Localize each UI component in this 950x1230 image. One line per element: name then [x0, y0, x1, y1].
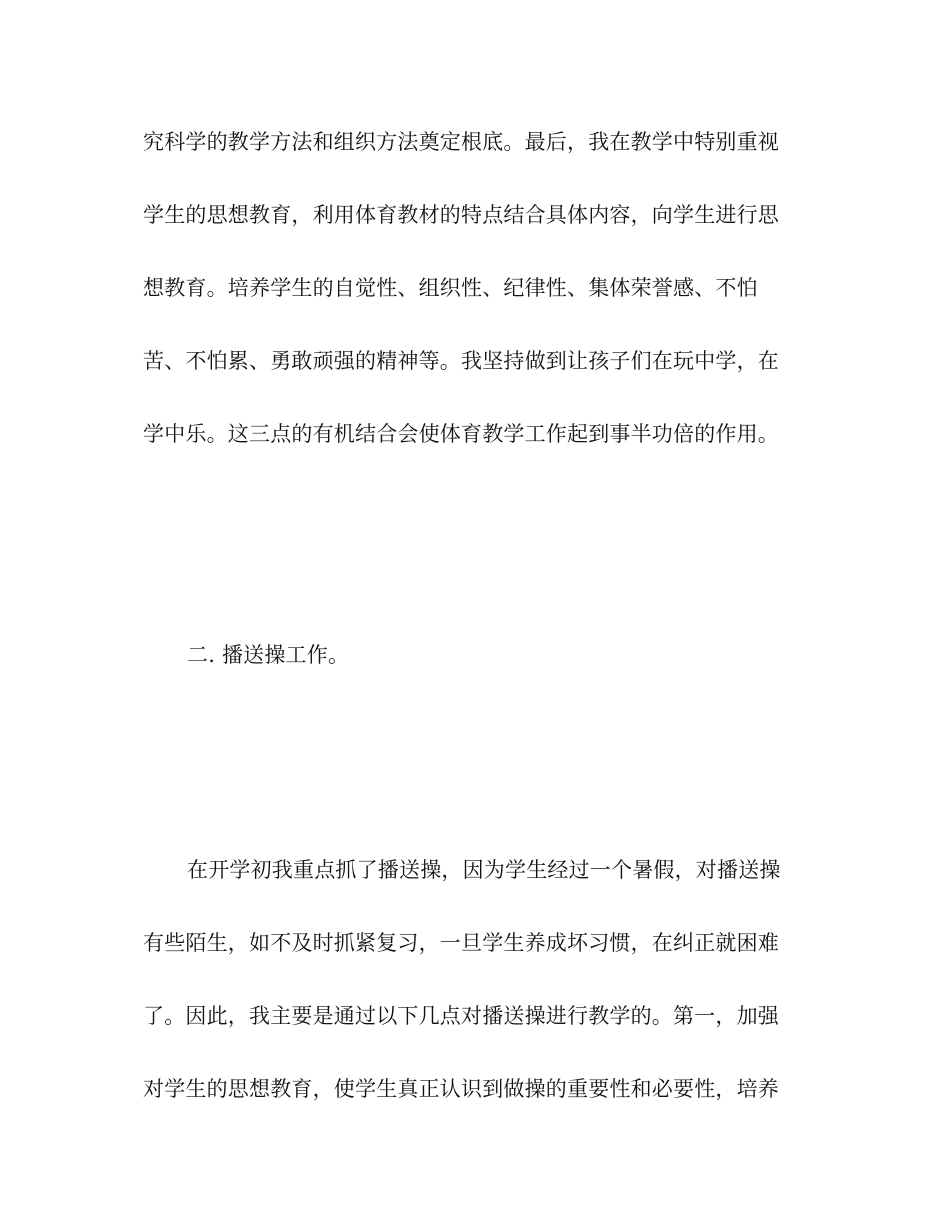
paragraph-1-line-4: 苦、不怕累、勇敢顽强的精神等。我坚持做到让孩子们在玩中学，在	[143, 349, 779, 373]
paragraph-2-line-2: 有些陌生，如不及时抓紧复习，一旦学生养成坏习惯，在纠正就困难	[143, 931, 779, 955]
paragraph-1-line-2: 学生的思想教育，利用体育教材的特点结合具体内容，向学生进行思	[143, 203, 779, 227]
paragraph-1-line-3: 想教育。培养学生的自觉性、组织性、纪律性、集体荣誉感、不怕	[143, 276, 758, 300]
paragraph-1-line-5: 学中乐。这三点的有机结合会使体育教学工作起到事半功倍的作用。	[143, 422, 779, 446]
paragraph-1-line-1: 究科学的教学方法和组织方法奠定根底。最后，我在教学中特别重视	[143, 130, 779, 154]
paragraph-2-line-1: 在开学初我重点抓了播送操，因为学生经过一个暑假，对播送操	[187, 858, 781, 882]
paragraph-2-line-4: 对学生的思想教育，使学生真正认识到做操的重要性和必要性，培养	[143, 1077, 779, 1101]
section-heading: 二. 播送操工作。	[187, 643, 350, 667]
paragraph-2-line-3: 了。因此，我主要是通过以下几点对播送操进行教学的。第一，加强	[143, 1004, 779, 1028]
